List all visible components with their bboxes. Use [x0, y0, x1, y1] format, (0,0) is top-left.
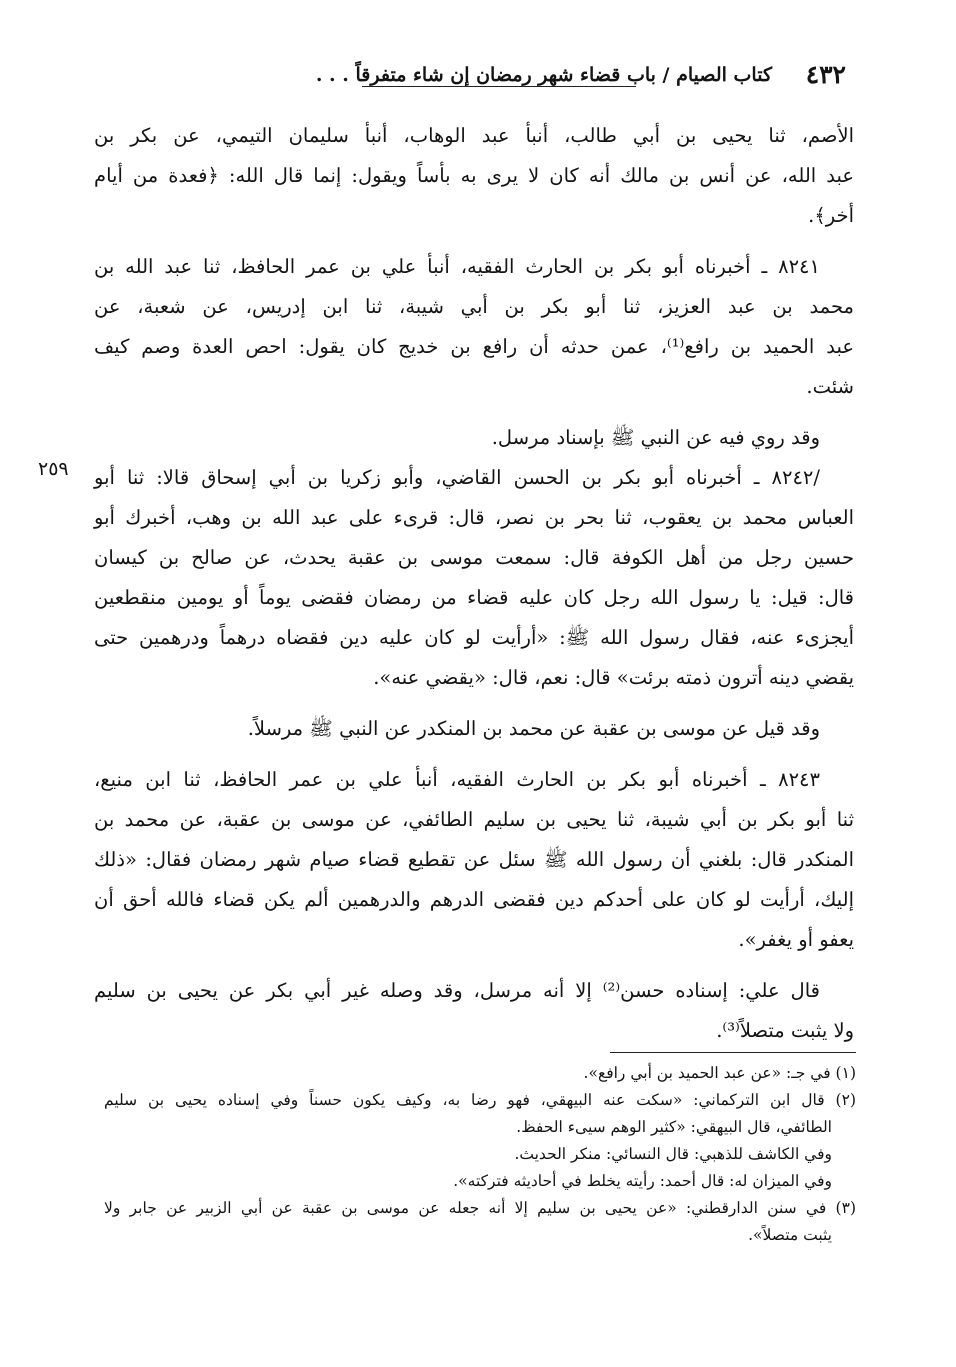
- footnote-2: [104, 1087, 856, 1195]
- footnote-line: وفي الكاشف للذهبي: قال النسائي: منكر الحديث.: [514, 1145, 832, 1163]
- hadith-8243: [94, 760, 854, 960]
- text-line: ٨٢٤٣ ـ أخبرناه أبو بكر بن الحارث الفقيه، أنبأ علي بن عمر الحافظ، ثنا ابن منيع،: [94, 768, 820, 791]
- hadith-8242: [38, 458, 854, 698]
- text-line: يقضي دينه أترون ذمته برئت» قال: نعم، قال: «يقضي عنه».: [373, 666, 854, 689]
- text-line: ٨٢٤١ ـ أخبرناه أبو بكر بن الحارث الفقيه، أنبأ علي بن عمر الحافظ، ثنا عبد الله بن: [94, 255, 820, 278]
- text-line: العباس محمد بن يعقوب، ثنا بحر بن نصر، قال: قرىء على عبد الله بن وهب، أخبرك أبو: [94, 506, 854, 529]
- text-line: قال: قيل: يا رسول الله رجل كان عليه قضاء من رمضان فقضى يوماً أو يومين منقطعين: [94, 586, 854, 609]
- page-number: ٤٣٢: [805, 60, 846, 89]
- text-line: /٨٢٤٢ ـ أخبرناه أبو بكر بن الحسن القاضي، وأبو زكريا بن أبي إسحاق قالا: ثنا أبو: [94, 466, 820, 489]
- text-line: قال علي: إسناده حسن⁽²⁾ إلا أنه مرسل، وقد وصله غير أبي بكر عن يحيى بن سليم: [94, 979, 820, 1002]
- margin-page-number: ٢٥٩: [38, 458, 69, 480]
- text-line: وقد روي فيه عن النبي ﷺ بإسناد مرسل.: [491, 426, 820, 449]
- chapter-title: كتاب الصيام / باب قضاء شهر رمضان إن شاء متفرقاً . . .: [315, 64, 772, 86]
- text-line: يعفو أو يغفر».: [738, 928, 854, 951]
- text-line: المنكدر قال: بلغني أن رسول الله ﷺ سئل عن تقطيع قضاء صيام شهر رمضان فقال: «ذلك: [94, 848, 854, 871]
- running-header: [92, 56, 846, 96]
- text-line: أيجزىء عنه، فقال رسول الله ﷺ: «أرأيت لو كان عليه دين فقضاه درهماً ودرهمين حتى: [94, 626, 854, 649]
- main-text: [38, 116, 854, 1051]
- footnote-1: [104, 1060, 856, 1087]
- text-line: عبد الله، عن أنس بن مالك أنه كان لا يرى به بأساً ويقول: إنما قال الله: ﴿فعدة من أيام: [94, 164, 854, 187]
- text-line: ولا يثبت متصلاً⁽³⁾.: [716, 1019, 854, 1042]
- hadith-8241: [94, 247, 854, 407]
- footnote-line: الطائفي، قال البيهقي: «كثير الوهم سيىء الحفظ.: [516, 1118, 832, 1136]
- text-line: الأصم، ثنا يحيى بن أبي طالب، أنبأ عبد الوهاب، أنبأ سليمان التيمي، عن بكر بن: [94, 124, 854, 147]
- text-line: شئت.: [806, 375, 854, 398]
- paragraph-mursal-note: [94, 418, 854, 458]
- footnote-line: (٢) قال ابن التركماني: «سكت عنه البيهقي، فهو رضا به، وكيف يكون حسناً وفي إسناده يحيى بن سليم: [104, 1091, 856, 1109]
- paragraph-1: [94, 116, 854, 236]
- footnote-line: يثبت متصلاً».: [748, 1226, 832, 1244]
- footnote-line: (١) في جـ: «عن عبد الحميد بن أبي رافع».: [583, 1064, 856, 1082]
- footnote-line: (٣) في سنن الدارقطني: «عن يحيى بن سليم إلا أنه جعله عن موسى بن عقبة عن أبي الزبير عن جابر ولا: [104, 1199, 856, 1217]
- text-line: حسين رجل من أهل الكوفة قال: سمعت موسى بن عقبة يحدث، عن صالح بن كيسان: [94, 546, 854, 569]
- text-line: إليك، أرأيت لو كان على أحدكم دين فقضى الدرهم والدرهمين ألم يكن قضاء فالله أحق أن: [94, 888, 854, 911]
- text-line: ثنا أبو بكر بن أبي شيبة، ثنا يحيى بن سليم الطائفي، عن موسى بن عقبة، عن محمد بن: [94, 808, 854, 831]
- footnote-rule: [610, 1052, 856, 1053]
- text-line: عبد الحميد بن رافع⁽¹⁾، عمن حدثه أن رافع بن خديج كان يقول: احص العدة وصم كيف: [94, 335, 854, 358]
- text-line: وقد قيل عن موسى بن عقبة عن محمد بن المنكدر عن النبي ﷺ مرسلاً.: [247, 717, 820, 740]
- text-line: محمد بن عبد العزيز، ثنا أبو بكر بن أبي شيبة، ثنا ابن إدريس، عن شعبة، عن: [94, 295, 854, 318]
- header-rule: [362, 86, 636, 87]
- footnotes: [104, 1060, 856, 1249]
- footnote-line: وفي الميزان له: قال أحمد: رأيته يخلط في أحاديثه فتركته».: [453, 1172, 832, 1190]
- paragraph-ali-comment: [94, 971, 854, 1051]
- paragraph-munkadir-note: [94, 709, 854, 749]
- footnote-3: [104, 1195, 856, 1249]
- text-line: أخر﴾.: [808, 204, 854, 227]
